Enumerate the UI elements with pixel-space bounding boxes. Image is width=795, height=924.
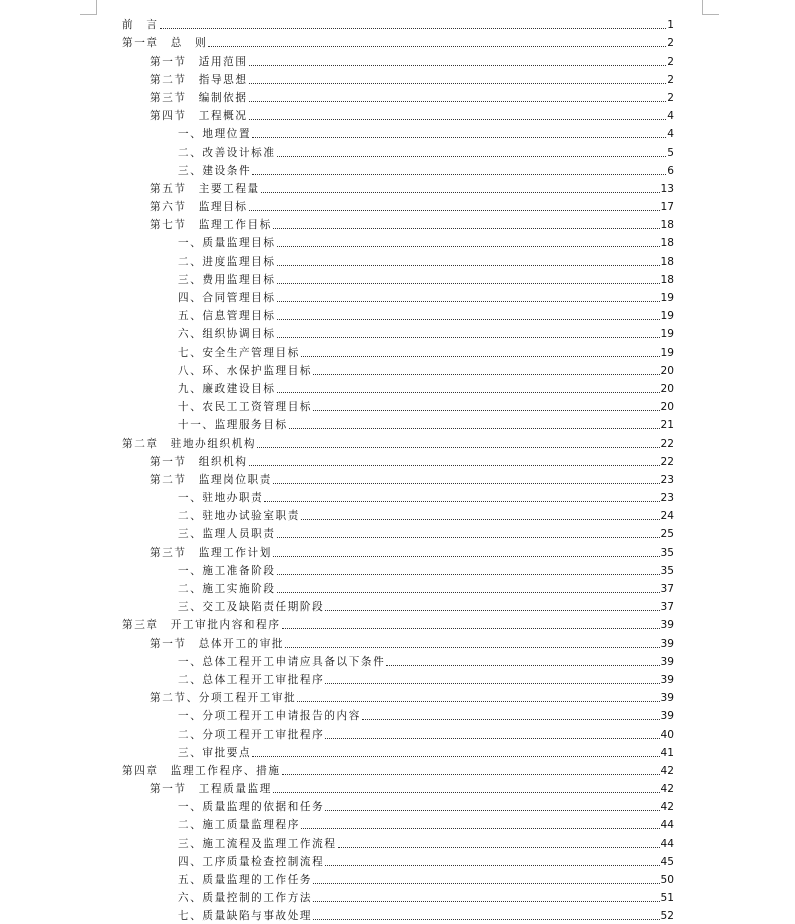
toc-dot-leader [325,683,659,684]
toc-entry[interactable] [122,305,674,323]
toc-dot-leader [160,28,667,29]
toc-dot-leader [325,610,659,611]
toc-entry[interactable] [122,760,674,778]
toc-entry-title: 前 言 [122,19,159,32]
toc-entry[interactable] [122,614,674,632]
toc-entry-page-number: 44 [660,819,674,832]
toc-entry-title: 第二节、分项工程开工审批 [150,692,297,705]
toc-entry-title: 六、组织协调目标 [178,328,276,341]
toc-entry-page-number: 20 [660,382,674,395]
toc-entry[interactable] [122,269,674,287]
toc-entry[interactable] [122,869,674,887]
toc-entry-page-number: 42 [660,801,674,814]
toc-entry[interactable] [122,487,674,505]
toc-dot-leader [301,356,660,357]
toc-dot-leader [277,265,660,266]
toc-entry-title: 二、进度监理目标 [178,255,276,268]
toc-entry-page-number: 50 [660,874,674,886]
toc-entry-title: 第五节 主要工程量 [150,182,260,195]
toc-entry-title: 一、总体工程开工申请应具备以下条件 [178,655,386,668]
toc-entry-page-number: 35 [660,564,674,577]
toc-entry[interactable] [122,887,674,905]
toc-entry-title: 二、驻地办试验室职责 [178,510,300,523]
toc-entry-page-number: 24 [660,510,674,523]
toc-entry-page-number: 19 [660,346,674,359]
toc-entry-title: 二、总体工程开工审批程序 [178,673,325,686]
toc-dot-leader [313,374,659,375]
toc-entry-title: 五、质量监理的工作任务 [178,874,313,886]
toc-entry[interactable] [122,905,674,923]
toc-entry-page-number: 23 [660,473,674,486]
toc-entry-title: 二、施工质量监理程序 [178,819,300,832]
toc-entry-page-number: 17 [660,201,674,214]
toc-dot-leader [249,465,660,466]
toc-entry-title: 三、审批要点 [178,746,252,759]
toc-entry-title: 四、工序质量检查控制流程 [178,855,325,868]
toc-dot-leader [325,738,659,739]
toc-entry-page-number: 42 [660,764,674,777]
toc-entry-page-number: 40 [660,728,674,741]
toc-entry[interactable] [122,250,674,268]
toc-entry[interactable] [122,196,674,214]
toc-dot-leader [277,592,660,593]
toc-entry-page-number: 52 [660,910,674,923]
toc-entry-title: 第一节 工程质量监理 [150,783,272,796]
toc-entry-title: 一、施工准备阶段 [178,564,276,577]
toc-entry-page-number: 39 [660,710,674,723]
toc-entry-page-number: 22 [660,455,674,468]
toc-dot-leader [273,792,660,793]
toc-entry[interactable] [122,451,674,469]
toc-entry-title: 三、建设条件 [178,164,252,177]
toc-dot-leader [297,701,659,702]
toc-dot-leader [249,210,660,211]
toc-dot-leader [301,828,660,829]
toc-entry-page-number: 44 [660,837,674,850]
table-of-contents [122,14,674,923]
toc-entry[interactable] [122,578,674,596]
toc-entry-title: 十一、监理服务目标 [178,419,288,432]
toc-entry-title: 第二节 监理岗位职责 [150,473,272,486]
toc-entry[interactable] [122,742,674,760]
toc-entry-page-number: 37 [660,601,674,614]
toc-dot-leader [282,628,660,629]
toc-dot-leader [277,301,660,302]
toc-entry-title: 十、农民工工资管理目标 [178,401,313,414]
toc-entry-page-number: 18 [660,273,674,286]
toc-entry-title: 第四章 监理工作程序、措施 [122,764,281,777]
toc-entry-page-number: 37 [660,583,674,595]
toc-entry-title: 一、质量监理的依据和任务 [178,801,325,814]
toc-entry-title: 三、施工流程及监理工作流程 [178,837,337,850]
toc-dot-leader [362,719,660,720]
toc-entry[interactable] [122,669,674,687]
toc-entry[interactable] [122,50,674,68]
toc-entry[interactable] [122,214,674,232]
toc-entry-page-number: 4 [667,110,674,123]
toc-entry[interactable] [122,832,674,850]
toc-entry-title: 八、环、水保护监理目标 [178,364,313,377]
toc-entry-title: 第二节 指导思想 [150,73,248,86]
toc-dot-leader [252,137,666,138]
toc-entry-title: 第三章 开工审批内容和程序 [122,619,281,632]
toc-entry-page-number: 19 [660,310,674,323]
toc-dot-leader [386,665,659,666]
crop-mark-right-horizontal [702,14,719,15]
toc-entry-page-number: 18 [660,255,674,268]
toc-entry-title: 三、监理人员职责 [178,528,276,541]
toc-entry-title: 一、分项工程开工申请报告的内容 [178,710,361,723]
toc-entry-title: 第七节 监理工作目标 [150,219,272,232]
toc-entry[interactable] [122,596,674,614]
toc-dot-leader [277,156,667,157]
toc-entry-title: 第一节 组织机构 [150,455,248,468]
toc-entry-page-number: 41 [660,746,674,759]
toc-entry[interactable] [122,160,674,178]
toc-entry[interactable] [122,69,674,87]
toc-entry[interactable] [122,14,674,32]
toc-dot-leader [325,810,659,811]
toc-entry[interactable] [122,287,674,305]
toc-entry[interactable] [122,705,674,723]
toc-entry[interactable] [122,778,674,796]
toc-dot-leader [313,919,659,920]
toc-entry-title: 第一章 总 则 [122,37,208,50]
toc-entry-page-number: 35 [660,546,674,559]
toc-entry[interactable] [122,378,674,396]
toc-dot-leader [282,774,660,775]
toc-entry[interactable] [122,396,674,414]
toc-dot-leader [313,901,659,902]
toc-dot-leader [289,428,660,429]
toc-entry-page-number: 39 [660,692,674,705]
toc-entry[interactable] [122,814,674,832]
toc-entry-page-number: 6 [667,164,674,177]
toc-entry-page-number: 20 [660,364,674,377]
toc-entry-page-number: 2 [667,37,674,50]
toc-entry-title: 七、安全生产管理目标 [178,346,300,359]
toc-entry[interactable] [122,796,674,814]
toc-entry[interactable] [122,523,674,541]
toc-dot-leader [277,392,660,393]
toc-dot-leader [313,410,659,411]
toc-entry-page-number: 21 [660,419,674,432]
toc-dot-leader [249,119,667,120]
toc-entry-page-number: 39 [660,673,674,686]
toc-dot-leader [277,537,660,538]
toc-entry[interactable] [122,178,674,196]
toc-entry-page-number: 19 [660,328,674,341]
toc-entry-page-number: 2 [667,91,674,104]
toc-entry-title: 第四节 工程概况 [150,110,248,123]
toc-entry[interactable] [122,632,674,650]
toc-dot-leader [277,337,660,338]
toc-entry-page-number: 1 [667,19,674,32]
toc-dot-leader [325,865,659,866]
toc-entry-title: 七、质量缺陷与事故处理 [178,910,313,923]
toc-dot-leader [277,574,660,575]
toc-entry-page-number: 2 [667,73,674,86]
toc-entry-page-number: 20 [660,401,674,414]
toc-entry[interactable] [122,105,674,123]
toc-entry[interactable] [122,32,674,50]
toc-entry-page-number: 13 [660,182,674,195]
toc-entry-title: 三、交工及缺陷责任期阶段 [178,601,325,614]
toc-entry-page-number: 39 [660,655,674,668]
toc-entry-title: 第三节 编制依据 [150,91,248,104]
toc-dot-leader [273,228,660,229]
toc-dot-leader [313,883,659,884]
toc-entry-title: 二、施工实施阶段 [178,583,276,595]
toc-entry[interactable] [122,723,674,741]
toc-entry-title: 二、分项工程开工审批程序 [178,728,325,741]
toc-dot-leader [277,283,660,284]
toc-entry[interactable] [122,414,674,432]
toc-entry[interactable] [122,341,674,359]
toc-entry-page-number: 2 [667,55,674,68]
toc-entry[interactable] [122,651,674,669]
toc-entry-page-number: 18 [660,219,674,232]
toc-dot-leader [249,65,667,66]
toc-entry-title: 第二章 驻地办组织机构 [122,437,257,450]
toc-entry-page-number: 19 [660,292,674,304]
toc-entry-page-number: 18 [660,237,674,250]
toc-dot-leader [249,83,667,84]
toc-dot-leader [301,519,660,520]
toc-entry[interactable] [122,851,674,869]
toc-entry-title: 九、廉政建设目标 [178,382,276,395]
toc-dot-leader [252,174,666,175]
toc-dot-leader [285,647,659,648]
toc-dot-leader [252,756,659,757]
toc-entry[interactable] [122,87,674,105]
toc-entry[interactable] [122,360,674,378]
toc-entry-title: 二、改善设计标准 [178,146,276,159]
crop-mark-left-horizontal [80,14,97,15]
toc-entry-page-number: 22 [660,437,674,450]
toc-entry-title: 六、质量控制的工作方法 [178,892,313,905]
toc-entry-title: 第六节 监理目标 [150,201,248,214]
toc-entry-title: 第一节 总体开工的审批 [150,637,285,650]
toc-dot-leader [277,319,660,320]
toc-entry-page-number: 42 [660,783,674,796]
crop-mark-right-vertical [702,0,703,14]
toc-entry[interactable] [122,323,674,341]
toc-dot-leader [261,192,660,193]
toc-entry[interactable] [122,469,674,487]
toc-entry-page-number: 39 [660,637,674,650]
toc-entry-title: 四、合同管理目标 [178,292,276,304]
toc-dot-leader [273,483,660,484]
toc-entry-title: 五、信息管理目标 [178,310,276,323]
toc-entry-page-number: 23 [660,492,674,505]
toc-dot-leader [338,847,660,848]
toc-entry-page-number: 51 [660,892,674,905]
toc-entry[interactable] [122,141,674,159]
toc-entry[interactable] [122,687,674,705]
toc-entry-title: 第三节 监理工作计划 [150,546,272,559]
toc-dot-leader [249,101,667,102]
toc-dot-leader [273,556,660,557]
toc-entry[interactable] [122,232,674,250]
toc-entry-page-number: 25 [660,528,674,541]
toc-entry-title: 三、费用监理目标 [178,273,276,286]
toc-entry[interactable] [122,541,674,559]
toc-entry[interactable] [122,505,674,523]
toc-entry-page-number: 39 [660,619,674,632]
toc-dot-leader [208,46,666,47]
toc-dot-leader [264,501,659,502]
toc-entry-title: 一、驻地办职责 [178,492,264,505]
toc-entry[interactable] [122,123,674,141]
toc-entry-title: 一、地理位置 [178,128,252,141]
toc-entry[interactable] [122,432,674,450]
toc-entry-page-number: 5 [667,146,674,159]
toc-entry-title: 一、质量监理目标 [178,237,276,250]
toc-entry-page-number: 45 [660,855,674,868]
toc-entry-page-number: 4 [667,128,674,141]
toc-entry[interactable] [122,560,674,578]
toc-dot-leader [277,246,660,247]
crop-mark-left-vertical [96,0,97,14]
toc-entry-title: 第一节 适用范围 [150,55,248,68]
toc-dot-leader [257,447,659,448]
